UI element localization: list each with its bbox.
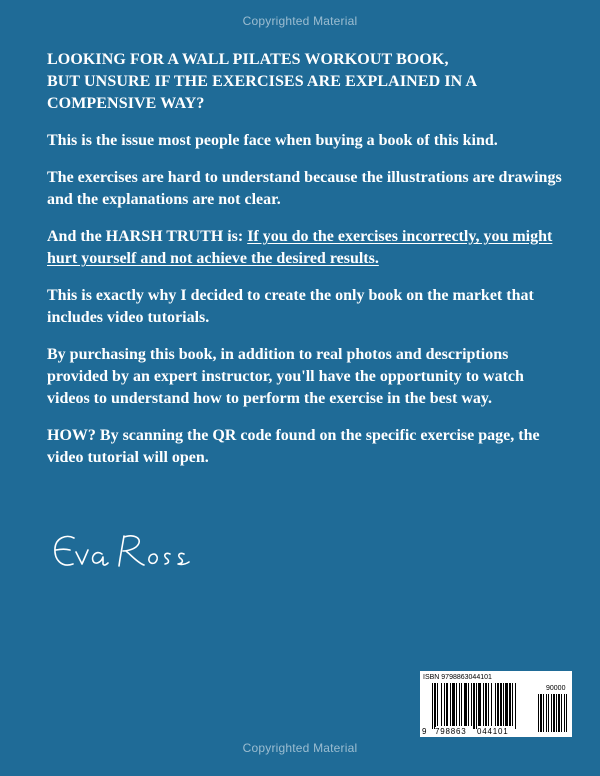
headline-line: COMPENSIVE WAY? xyxy=(47,95,205,112)
barcode-digit-first: 9 xyxy=(422,727,427,736)
barcode-addon-bar xyxy=(564,694,565,732)
barcode-bar xyxy=(471,683,472,726)
barcode-addon-bar xyxy=(548,694,549,732)
harsh-truth-lead: And the HARSH TRUTH is: xyxy=(47,228,248,245)
barcode-bar xyxy=(468,683,469,726)
barcode-bar xyxy=(461,683,462,726)
barcode xyxy=(420,671,572,737)
barcode-bar xyxy=(512,683,513,726)
barcode-bar xyxy=(478,683,481,726)
barcode-addon-bar xyxy=(551,694,552,732)
barcode-bar xyxy=(473,683,475,729)
barcode-bar xyxy=(444,683,445,726)
barcode-bar xyxy=(441,683,442,726)
barcode-bar xyxy=(476,683,477,729)
headline-line: BUT UNSURE IF THE EXERCISES ARE EXPLAINED IN A xyxy=(47,73,478,90)
barcode-addon-bar xyxy=(558,694,560,732)
barcode-digits-group2: 044101 xyxy=(477,727,509,736)
barcode-addon-bar xyxy=(553,694,555,732)
how-lead: HOW? xyxy=(47,427,96,444)
barcode-bar xyxy=(500,683,502,726)
barcode-bar xyxy=(434,683,436,729)
barcode-addon-bar xyxy=(546,694,547,732)
paragraph-how xyxy=(47,425,567,469)
barcode-bar xyxy=(488,683,489,726)
paragraph-issue: This is the issue most people face when buying a book of this kind. xyxy=(47,132,498,149)
barcode-bar xyxy=(446,683,448,726)
barcode-bar xyxy=(459,683,460,726)
barcode-bar xyxy=(483,683,484,726)
watermark-bottom: Copyrighted Material xyxy=(242,741,358,755)
back-cover-text xyxy=(47,49,567,484)
barcode-bar xyxy=(497,683,499,726)
barcode-bar xyxy=(450,683,451,726)
barcode-bar xyxy=(509,683,511,726)
barcode-bar xyxy=(437,683,438,726)
paragraph-video-tutorials: This is exactly why I decided to create the only book on the market that includes video tutorials. xyxy=(47,287,534,326)
watermark-top: Copyrighted Material xyxy=(242,14,358,28)
barcode-bar xyxy=(464,683,467,726)
paragraph-harsh-truth xyxy=(47,226,567,270)
barcode-bar xyxy=(515,683,516,729)
barcode-addon-number: 90000 xyxy=(546,685,566,692)
barcode-bar xyxy=(452,683,455,726)
paragraph-problem: The exercises are hard to understand because the illustrations are drawings and the explanations are not clear. xyxy=(47,169,562,208)
barcode-bar xyxy=(485,683,487,726)
paragraph-purchase-benefits: By purchasing this book, in addition to real photos and descriptions provided by an expert instructor, you'll have the opportunity to watch videos to understand how to perform the exercise in the best way. xyxy=(47,346,524,407)
barcode-bar xyxy=(505,683,508,726)
headline-line: LOOKING FOR A WALL PILATES WORKOUT BOOK, xyxy=(47,51,449,68)
barcode-addon-bar xyxy=(556,694,557,732)
harsh-truth-underlined: If you do the exercises incorrectly, you might hurt yourself and not achieve the desired results. xyxy=(47,228,553,267)
headline xyxy=(47,49,567,115)
barcode-bar xyxy=(432,683,433,729)
barcode-bar xyxy=(495,683,496,726)
isbn-label: ISBN 9798863044101 xyxy=(423,674,492,681)
barcode-addon-bar xyxy=(561,694,562,732)
barcode-addon-bar xyxy=(538,694,539,732)
barcode-addon-bar xyxy=(543,694,544,732)
barcode-digits-group1: 798863 xyxy=(435,727,467,736)
author-signature xyxy=(46,520,206,582)
how-rest: By scanning the QR code found on the specific exercise page, the video tutorial will open. xyxy=(47,427,540,466)
barcode-addon-bar xyxy=(540,694,542,732)
barcode-bar xyxy=(503,683,504,726)
barcode-bar xyxy=(456,683,457,726)
barcode-bar xyxy=(491,683,492,726)
barcode-addon-bar xyxy=(566,694,567,732)
